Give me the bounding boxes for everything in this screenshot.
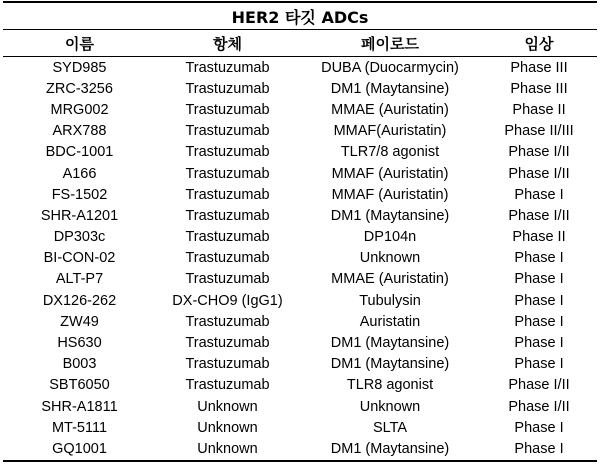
- cell-clinical-phase: Phase I: [514, 250, 564, 267]
- cell-clinical-phase: Phase I/II: [508, 144, 570, 161]
- cell-clinical-phase: Phase I: [481, 438, 597, 460]
- table-header-row: [3, 30, 597, 57]
- cell-clinical-phase: Phase II: [512, 229, 566, 246]
- cell-name: BDC-1001: [45, 144, 114, 161]
- cell-name: A166: [62, 165, 97, 182]
- cell-payload: DP104n: [363, 229, 417, 246]
- cell-payload: MMAE (Auristatin): [331, 101, 449, 118]
- cell-name: SBT6050: [49, 377, 110, 394]
- cell-name: ARX788: [52, 123, 107, 140]
- cell-payload: Unknown: [359, 250, 421, 267]
- cell-name: BI-CON-02: [43, 250, 116, 267]
- cell-clinical-phase: Phase II: [512, 101, 566, 118]
- cell-payload: DM1 (Maytansine): [330, 207, 450, 224]
- cell-payload: TLR8 agonist: [346, 377, 434, 394]
- table-row: [3, 375, 597, 396]
- cell-clinical-phase: Phase III: [510, 80, 568, 97]
- table-row: [3, 57, 597, 79]
- cell-antibody: Trastuzumab: [185, 335, 270, 352]
- cell-name: SHR-A1201: [40, 207, 119, 224]
- table-row: [3, 438, 597, 460]
- cell-clinical-phase: Phase I: [514, 292, 564, 309]
- cell-clinical-phase: Phase I/II: [508, 207, 570, 224]
- cell-antibody: Trastuzumab: [185, 271, 270, 288]
- cell-clinical-phase: Phase I: [514, 271, 564, 288]
- table-row: [3, 142, 597, 163]
- cell-name: MT-5111: [51, 419, 108, 436]
- cell-payload: MMAF (Auristatin): [331, 165, 449, 182]
- cell-payload: DM1 (Maytansine): [330, 356, 450, 373]
- cell-antibody: Trastuzumab: [185, 101, 270, 118]
- cell-payload: DM1 (Maytansine): [330, 335, 450, 352]
- cell-name: SHR-A1811: [41, 398, 118, 415]
- header-name: 이름: [3, 30, 156, 57]
- cell-antibody: Trastuzumab: [185, 377, 270, 394]
- cell-antibody: Unknown: [197, 419, 258, 436]
- header-antibody: 항체: [156, 30, 299, 57]
- table-title: HER2 타깃 ADCs: [3, 2, 597, 30]
- table-row: [3, 354, 597, 375]
- document-sheet: [0, 1, 600, 473]
- cell-antibody: Trastuzumab: [185, 80, 270, 97]
- table-row: [3, 417, 597, 438]
- table-row: [3, 78, 597, 99]
- table-row: [3, 332, 597, 353]
- table-row: [3, 184, 597, 205]
- cell-clinical-phase: Phase I: [514, 356, 564, 373]
- cell-antibody: Unknown: [156, 438, 299, 460]
- cell-antibody: Trastuzumab: [185, 165, 270, 182]
- table-row: [3, 248, 597, 269]
- cell-payload: Auristatin: [359, 313, 421, 330]
- cell-clinical-phase: Phase I: [514, 313, 564, 330]
- cell-antibody: Trastuzumab: [185, 313, 270, 330]
- table-row: [3, 205, 597, 226]
- cell-payload: DM1 (Maytansine): [299, 438, 481, 460]
- table-row: [3, 290, 597, 311]
- cell-name: ZRC-3256: [46, 80, 113, 97]
- cell-antibody: Trastuzumab: [185, 356, 270, 373]
- cell-payload: DUBA (Duocarmycin): [321, 59, 459, 76]
- cell-antibody: Unknown: [197, 398, 258, 415]
- cell-antibody: Trastuzumab: [185, 229, 270, 246]
- table-row: [3, 227, 597, 248]
- cell-name: ZW49: [60, 313, 99, 330]
- header-clinical-phase: 임상: [481, 30, 597, 57]
- table-row: [3, 269, 597, 290]
- cell-antibody: Trastuzumab: [185, 207, 270, 224]
- cell-name: ALT-P7: [55, 271, 104, 288]
- cell-name: FS-1502: [51, 186, 108, 203]
- cell-antibody: DX-CHO9 (IgG1): [172, 292, 283, 309]
- cell-clinical-phase: Phase III: [510, 59, 568, 76]
- cell-antibody: Trastuzumab: [185, 59, 270, 76]
- cell-name: GQ1001: [3, 438, 156, 460]
- cell-clinical-phase: Phase I/II: [508, 165, 570, 182]
- cell-name: B003: [62, 356, 97, 373]
- cell-name: DP303c: [53, 229, 106, 246]
- cell-name: MRG002: [50, 101, 109, 118]
- cell-name: DX126-262: [42, 292, 117, 309]
- cell-payload: TLR7/8 agonist: [340, 144, 440, 161]
- cell-antibody: Trastuzumab: [185, 123, 270, 140]
- cell-name: SYD985: [52, 59, 107, 76]
- cell-payload: SLTA: [372, 419, 408, 436]
- her2-adc-table: [3, 1, 597, 462]
- cell-clinical-phase: Phase I: [514, 186, 564, 203]
- table-title-row: [3, 2, 597, 30]
- table-row: [3, 121, 597, 142]
- cell-payload: Tubulysin: [359, 292, 421, 309]
- cell-payload: MMAE (Auristatin): [331, 271, 449, 288]
- cell-clinical-phase: Phase I/II: [508, 377, 570, 394]
- cell-antibody: Trastuzumab: [185, 186, 270, 203]
- cell-clinical-phase: Phase I: [514, 419, 564, 436]
- table-row: [3, 99, 597, 120]
- table-row: [3, 311, 597, 332]
- header-payload: 페이로드: [299, 30, 481, 57]
- table-row: [3, 396, 597, 417]
- cell-clinical-phase: Phase I/II: [508, 398, 570, 415]
- cell-payload: MMAF (Auristatin): [331, 186, 449, 203]
- cell-antibody: Trastuzumab: [185, 250, 270, 267]
- cell-clinical-phase: Phase I: [514, 335, 564, 352]
- cell-antibody: Trastuzumab: [185, 144, 270, 161]
- cell-payload: Unknown: [359, 398, 421, 415]
- cell-name: HS630: [57, 335, 102, 352]
- cell-clinical-phase: Phase II/III: [504, 123, 574, 140]
- cell-payload: DM1 (Maytansine): [330, 80, 450, 97]
- table-row: [3, 163, 597, 184]
- cell-payload: MMAF(Auristatin): [333, 123, 447, 140]
